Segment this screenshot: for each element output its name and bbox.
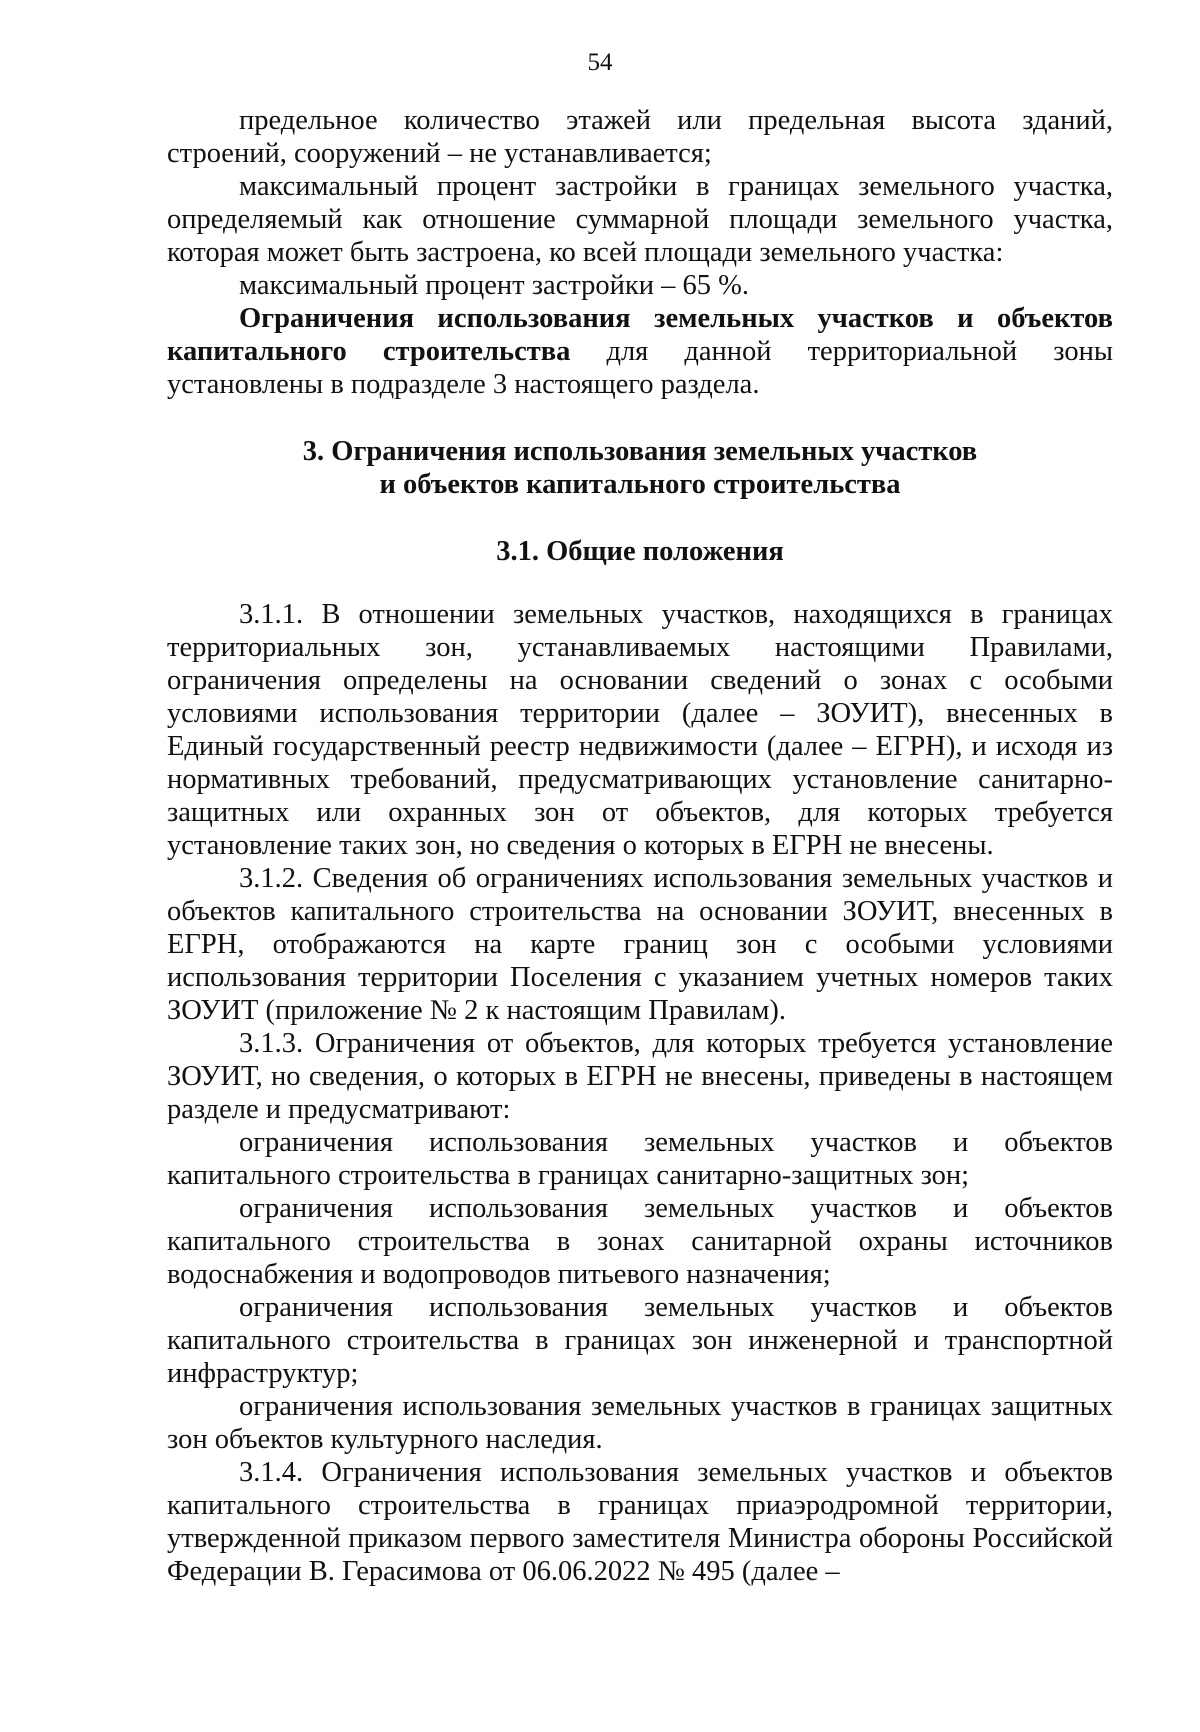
paragraph-3-1-2: 3.1.2. Сведения об ограничениях использования земельных участков и объектов капитального строительства на основании ЗОУИТ, внесенных в ЕГРН, отображаются на карте границ зон с особыми условиями использования территории Поселения с указанием учетных номеров таких ЗОУИТ (приложение № 2 к настоящим Правилам). — [167, 863, 1113, 1026]
section-title-line1: 3. Ограничения использования земельных участков — [302, 436, 978, 467]
paragraph-3-1-3: 3.1.3. Ограничения от объектов, для которых требуется установление ЗОУИТ, но сведения, о которых в ЕГРН не внесены, приведены в настоящем разделе и предусматривают: — [167, 1028, 1113, 1125]
document-body — [167, 104, 1113, 1588]
list-item-sanitary-zones: ограничения использования земельных участков и объектов капитального строительства в границах санитарно-защитных зон; — [167, 1127, 1113, 1191]
list-item-water-protection-zones: ограничения использования земельных участков и объектов капитального строительства в зонах санитарной охраны источников водоснабжения и водопроводов питьевого назначения; — [167, 1193, 1113, 1290]
subsection-title: 3.1. Общие положения — [496, 536, 784, 567]
paragraph-3-1-4: 3.1.4. Ограничения использования земельных участков и объектов капитального строительства в границах приаэродромной территории, утвержденной приказом первого заместителя Министра обороны Российской Федерации В. Герасимова от 06.06.2022 № 495 (далее – — [167, 1457, 1113, 1587]
paragraph-max-percent-definition: максимальный процент застройки в границах земельного участка, определяемый как отношение суммарной площади земельного участка, которая может быть застроена, ко всей площади земельного участка: — [167, 171, 1113, 268]
paragraph-max-percent-value: максимальный процент застройки – 65 %. — [239, 270, 749, 301]
paragraph-3-1-1: 3.1.1. В отношении земельных участков, находящихся в границах территориальных зон, устанавливаемых настоящими Правилами, ограничения определены на основании сведений о зонах с особыми условиями использования территории (далее – ЗОУИТ), внесенных в Единый государственный реестр недвижимости (далее – ЕГРН), и исходя из нормативных требований, предусматривающих установление санитарно-защитных или охранных зон от объектов, для которых требуется установление таких зон, но сведения о которых в ЕГРН не внесены. — [167, 599, 1113, 861]
list-item-heritage-zones: ограничения использования земельных участков в границах защитных зон объектов культурного наследия. — [167, 1391, 1113, 1455]
page-number: 54 — [587, 49, 613, 76]
section-title — [167, 435, 1113, 501]
paragraph-floors: предельное количество этажей или предельная высота зданий, строений, сооружений – не устанавливается; — [167, 105, 1113, 169]
list-item-infrastructure-zones: ограничения использования земельных участков и объектов капитального строительства в границах зон инженерной и транспортной инфраструктур; — [167, 1292, 1113, 1389]
section-title-line2: и объектов капитального строительства — [379, 469, 901, 500]
restrictions-reference-rest: для данной территориальной зоны установлены в подразделе 3 настоящего раздела. — [167, 336, 1113, 400]
restrictions-reference-bold: Ограничения использования земельных участков и объектов капитального строительства — [167, 303, 1113, 367]
paragraph-restrictions-reference — [167, 302, 1113, 401]
